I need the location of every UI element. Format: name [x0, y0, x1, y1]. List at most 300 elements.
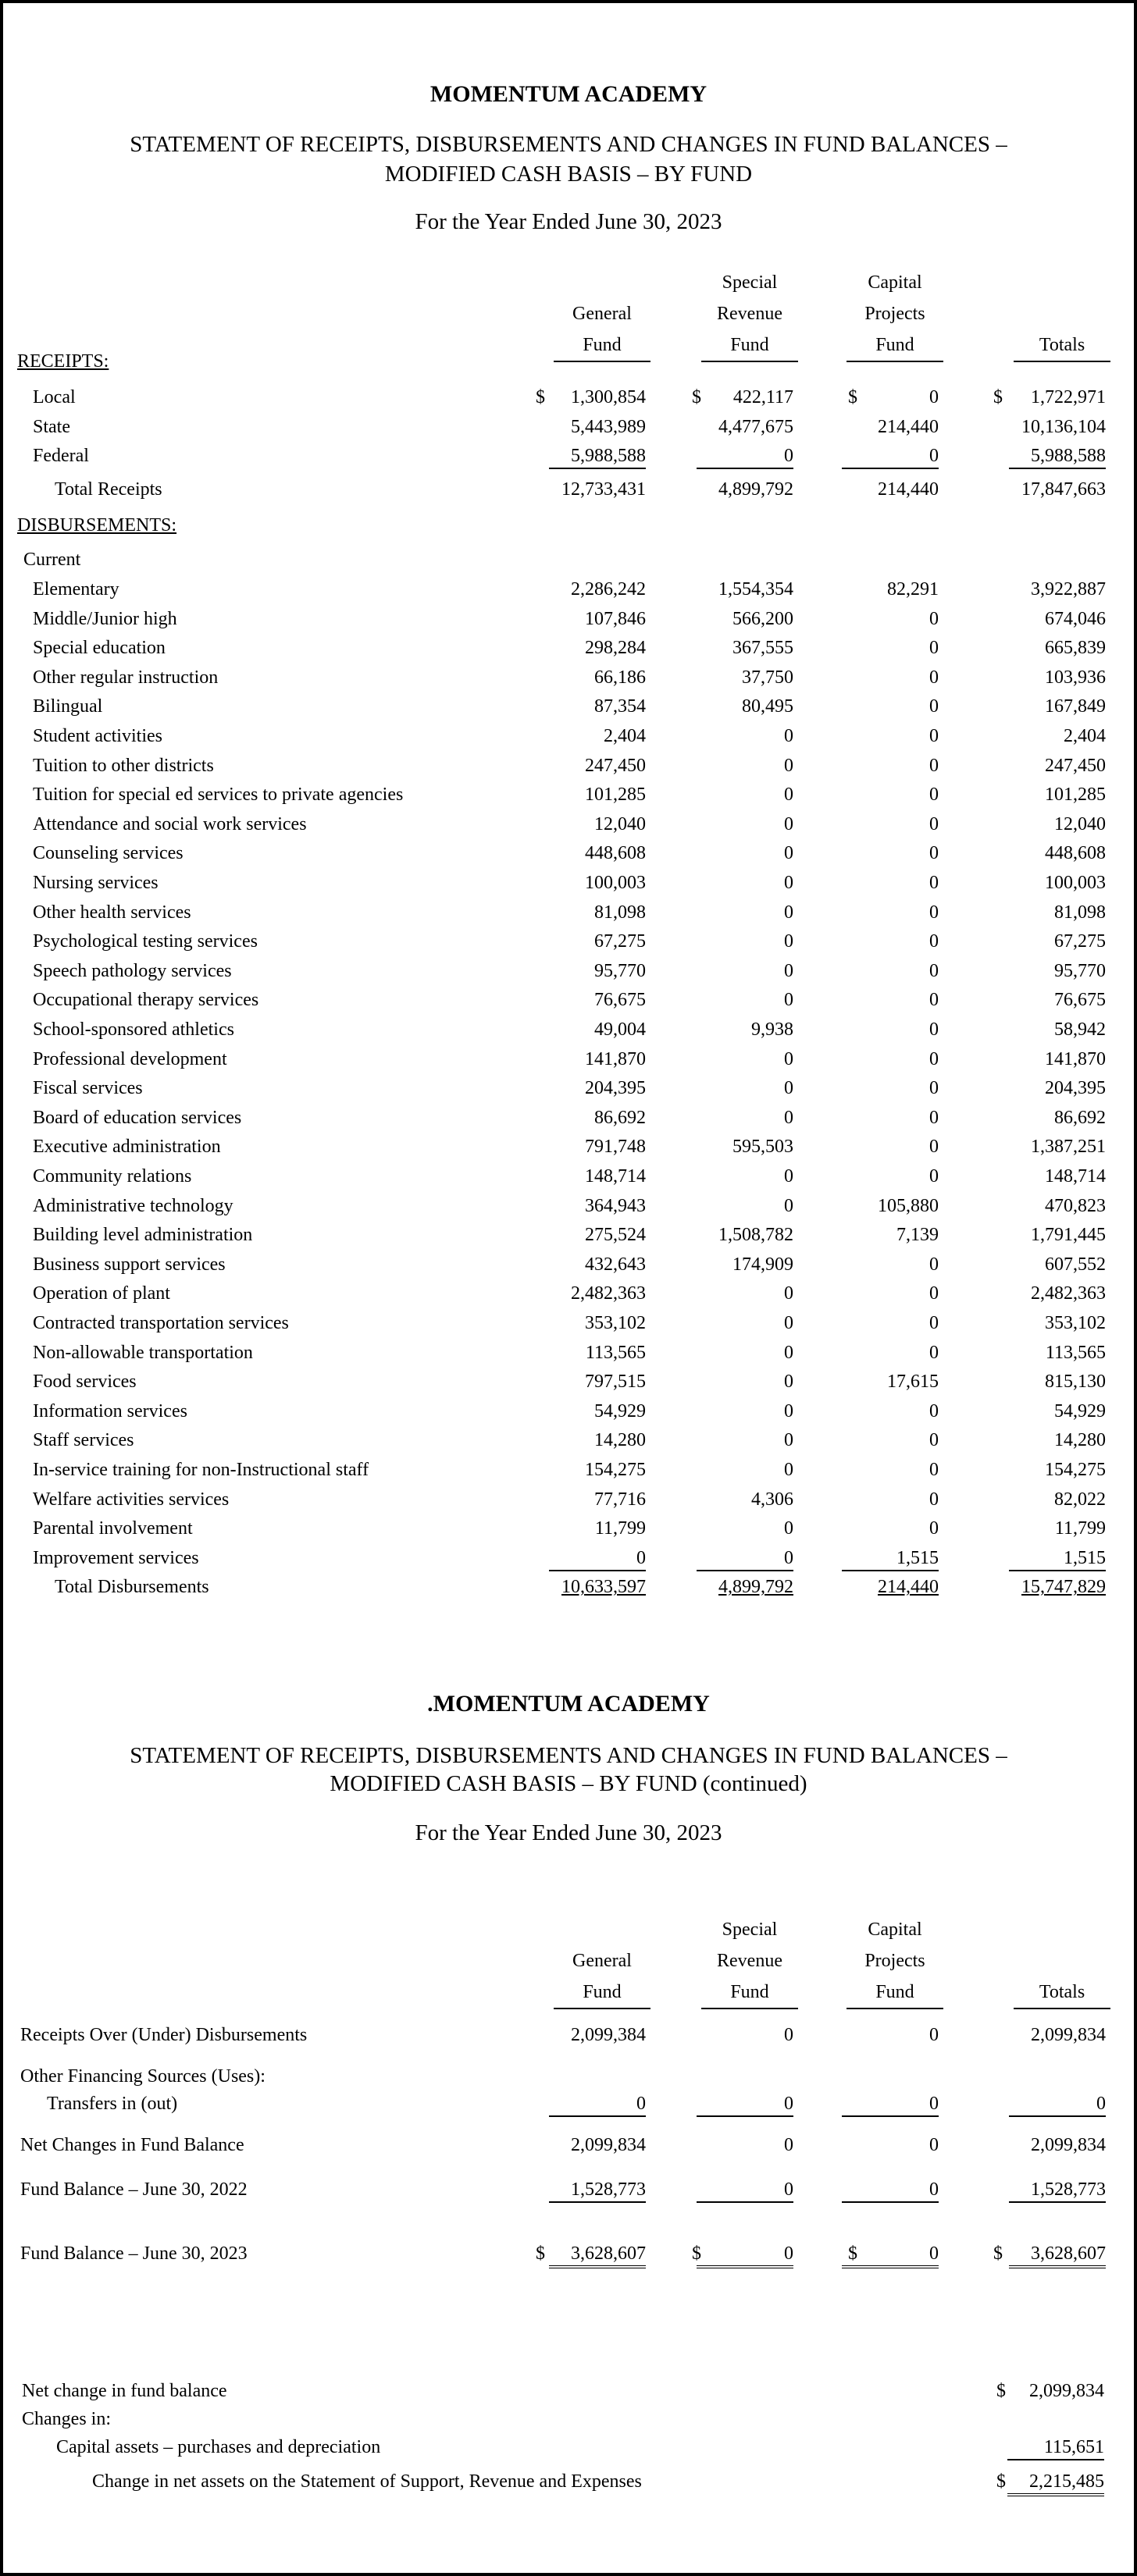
row-label: Administrative technology: [33, 1195, 233, 1216]
cell-general-fund: 5,988,588: [549, 441, 646, 469]
cell-general-fund: 154,275: [585, 1460, 646, 1480]
cell-special-revenue-fund: 0: [697, 2175, 793, 2203]
cell-special-revenue-fund: 0: [784, 1400, 793, 1421]
row-label: Building level administration: [33, 1225, 253, 1246]
header-special-revenue-fund-line: Fund: [701, 329, 798, 362]
cell-totals: 2,099,834: [1029, 2381, 1104, 2401]
row-label: School-sponsored athletics: [33, 1019, 234, 1040]
cell-special-revenue-fund: 0: [784, 2135, 793, 2155]
cell-totals: 12,040: [1054, 813, 1106, 834]
table-row: [0, 956, 1137, 986]
table-row: [0, 1191, 1137, 1221]
current-label: Current: [23, 550, 81, 570]
dollar-sign: $: [993, 2243, 1003, 2264]
cell-general-fund: 204,395: [585, 1078, 646, 1099]
row-label: Food services: [33, 1372, 137, 1393]
cell-general-fund: 76,675: [594, 990, 646, 1011]
cell-capital-projects-fund: 0: [929, 1107, 939, 1128]
cell-general-fund: 148,714: [585, 1166, 646, 1187]
cell-special-revenue-fund: 0: [784, 960, 793, 981]
cell-special-revenue-fund: 0: [784, 755, 793, 776]
header-totals-line: [1014, 1945, 1110, 1976]
cell-general-fund: 5,443,989: [571, 417, 646, 437]
row-label: Operation of plant: [33, 1283, 170, 1304]
row-label: Tuition for special ed services to private agencies: [33, 785, 404, 806]
cell-special-revenue-fund: 566,200: [732, 608, 793, 629]
header-totals-line: Totals: [1014, 329, 1110, 362]
cell-totals: 167,849: [1045, 696, 1106, 717]
dollar-sign: $: [996, 2471, 1006, 2492]
header-totals: [1014, 267, 1110, 362]
table-row: [0, 1015, 1137, 1044]
cell-general-fund: 101,285: [585, 785, 646, 806]
table-row: [0, 780, 1137, 809]
row-label: Transfers in (out): [47, 2094, 178, 2114]
cell-general-fund: 353,102: [585, 1313, 646, 1333]
dollar-sign: $: [993, 387, 1003, 407]
cell-special-revenue-fund: 595,503: [732, 1137, 793, 1158]
cell-special-revenue-fund: 0: [784, 1313, 793, 1333]
cell-general-fund: 54,929: [594, 1400, 646, 1421]
table-row: [0, 1103, 1137, 1133]
cell-special-revenue-fund: 0: [784, 1372, 793, 1393]
header-special-revenue-fund: [701, 267, 798, 362]
header-special-revenue-fund-line: Revenue: [717, 304, 782, 324]
row-label: Improvement services: [33, 1547, 199, 1568]
cell-totals: 67,275: [1054, 931, 1106, 952]
table-row: [0, 663, 1137, 692]
table-row: [0, 692, 1137, 721]
cell-totals: 5,988,588: [1009, 441, 1106, 469]
header-special-revenue-fund-line: Special: [722, 1920, 778, 1940]
table-row: [0, 633, 1137, 663]
cell-special-revenue-fund: 0: [784, 1166, 793, 1187]
reconciliation-row: [0, 2404, 1137, 2434]
cell-general-fund: 12,040: [594, 813, 646, 834]
row-label: Other regular instruction: [33, 667, 219, 688]
header-capital-projects-fund: [847, 1914, 943, 2009]
header-general-fund-line: Fund: [554, 329, 650, 362]
row-label: Fund Balance – June 30, 2022: [20, 2179, 248, 2200]
cell-capital-projects-fund: 82,291: [887, 579, 939, 600]
cell-general-fund: 247,450: [585, 755, 646, 776]
page2-title: .MOMENTUM ACADEMY: [427, 1691, 710, 1717]
cell-capital-projects-fund: 214,440: [878, 479, 939, 500]
cell-totals: 0: [1009, 2089, 1106, 2117]
cell-special-revenue-fund: 0: [784, 785, 793, 806]
cell-capital-projects-fund: 0: [929, 1078, 939, 1099]
row-label: Elementary: [33, 579, 119, 600]
cell-capital-projects-fund: 0: [929, 726, 939, 746]
table-row: [0, 898, 1137, 927]
cell-totals: 81,098: [1054, 902, 1106, 923]
cell-general-fund: 100,003: [585, 873, 646, 893]
cell-special-revenue-fund: 0: [784, 1283, 793, 1304]
cell-totals: 113,565: [1045, 1342, 1106, 1363]
page2-subtitle-line1: STATEMENT OF RECEIPTS, DISBURSEMENTS AND CHANGES IN FUND BALANCES –: [130, 1743, 1007, 1768]
table-row: [0, 2089, 1137, 2119]
cell-general-fund: 77,716: [594, 1489, 646, 1510]
cell-capital-projects-fund: 0: [929, 960, 939, 981]
row-label: Net Changes in Fund Balance: [20, 2135, 244, 2155]
cell-special-revenue-fund: 0: [784, 1430, 793, 1451]
header-capital-projects-fund-line: Capital: [868, 1920, 922, 1940]
table-row: [0, 1162, 1137, 1191]
row-label: Total Disbursements: [55, 1577, 209, 1598]
cell-totals: 3,628,607: [1009, 2239, 1106, 2268]
header-general-fund-line: [554, 1914, 650, 1945]
cell-capital-projects-fund: 0: [929, 1518, 939, 1539]
table-row: [0, 1485, 1137, 1514]
row-label: Other Financing Sources (Uses):: [20, 2066, 266, 2087]
cell-totals: 1,791,445: [1031, 1225, 1106, 1246]
row-label: Occupational therapy services: [33, 990, 259, 1011]
row-label: Psychological testing services: [33, 931, 258, 952]
dollar-sign: $: [848, 2243, 857, 2264]
cell-special-revenue-fund: 367,555: [732, 638, 793, 659]
row-label: Board of education services: [33, 1107, 242, 1128]
row-label: Business support services: [33, 1254, 226, 1275]
row-label: Total Receipts: [55, 479, 162, 500]
page1-period: For the Year Ended June 30, 2023: [415, 209, 722, 234]
cell-special-revenue-fund: 0: [784, 2025, 793, 2045]
page1-subtitle-line1: STATEMENT OF RECEIPTS, DISBURSEMENTS AND CHANGES IN FUND BALANCES –: [130, 132, 1007, 157]
cell-special-revenue-fund: 4,899,792: [718, 479, 793, 500]
row-label: Fund Balance – June 30, 2023: [20, 2243, 248, 2264]
cell-capital-projects-fund: 0: [842, 2175, 939, 2203]
table-row: [0, 809, 1137, 839]
table-row: [0, 1514, 1137, 1543]
header-special-revenue-fund: [701, 1914, 798, 2009]
table-row: [0, 2062, 1137, 2091]
cell-totals: 2,099,834: [1031, 2025, 1106, 2045]
cell-totals: 58,942: [1054, 1019, 1106, 1040]
header-totals: [1014, 1914, 1110, 2009]
cell-general-fund: 797,515: [585, 1372, 646, 1393]
header-general-fund-line: General: [572, 304, 632, 324]
cell-general-fund: 2,482,363: [571, 1283, 646, 1304]
header-general-fund-line: [554, 267, 650, 298]
cell-special-revenue-fund: 1,554,354: [718, 579, 793, 600]
cell-capital-projects-fund: 0: [929, 990, 939, 1011]
cell-capital-projects-fund: 0: [929, 785, 939, 806]
header-totals-line: [1014, 267, 1110, 298]
cell-general-fund: 791,748: [585, 1137, 646, 1158]
current-label-row: [0, 545, 1137, 575]
cell-special-revenue-fund: 4,477,675: [718, 417, 793, 437]
row-label: Welfare activities services: [33, 1489, 230, 1510]
cell-capital-projects-fund: 0: [929, 667, 939, 688]
page1-title: MOMENTUM ACADEMY: [429, 81, 708, 107]
table-row: [0, 1250, 1137, 1279]
cell-totals: 1,387,251: [1031, 1137, 1106, 1158]
header-capital-projects-fund-line: Fund: [847, 1976, 943, 2009]
cell-general-fund: 11,799: [594, 1518, 646, 1539]
cell-general-fund: 1,528,773: [549, 2175, 646, 2203]
cell-general-fund: 298,284: [585, 638, 646, 659]
cell-general-fund: 0: [549, 1543, 646, 1571]
table-row: [0, 985, 1137, 1015]
cell-capital-projects-fund: 0: [929, 2025, 939, 2045]
dollar-sign: $: [536, 2243, 545, 2264]
cell-general-fund: 3,628,607: [549, 2239, 646, 2268]
cell-totals: 82,022: [1054, 1489, 1106, 1510]
reconciliation-row: [0, 2376, 1137, 2406]
cell-capital-projects-fund: 0: [929, 1342, 939, 1363]
header-capital-projects-fund-line: Projects: [864, 1951, 925, 1971]
cell-totals: 101,285: [1045, 785, 1106, 806]
row-label: Community relations: [33, 1166, 192, 1187]
cell-totals: 15,747,829: [1021, 1577, 1106, 1598]
cell-totals: 115,651: [1007, 2432, 1104, 2460]
cell-general-fund: 364,943: [585, 1195, 646, 1216]
table-row: [0, 1308, 1137, 1338]
cell-general-fund: 81,098: [594, 902, 646, 923]
cell-totals: 3,922,887: [1031, 579, 1106, 600]
cell-totals: 448,608: [1045, 843, 1106, 864]
header-capital-projects-fund-line: Fund: [847, 329, 943, 362]
cell-general-fund: 10,633,597: [561, 1577, 646, 1598]
cell-general-fund: 432,643: [585, 1254, 646, 1275]
cell-totals: 100,003: [1045, 873, 1106, 893]
table-row: [0, 1367, 1137, 1397]
page1-subtitle-line2: MODIFIED CASH BASIS – BY FUND: [384, 162, 753, 187]
row-label: Speech pathology services: [33, 960, 232, 981]
row-label: Fiscal services: [33, 1078, 143, 1099]
table-row: [0, 1279, 1137, 1308]
row-label: Professional development: [33, 1048, 227, 1069]
cell-capital-projects-fund: 1,515: [842, 1543, 939, 1571]
cell-capital-projects-fund: 0: [929, 1283, 939, 1304]
cell-special-revenue-fund: 37,750: [742, 667, 793, 688]
row-label: Parental involvement: [33, 1518, 193, 1539]
cell-special-revenue-fund: 0: [784, 990, 793, 1011]
table-row: [0, 382, 1137, 412]
cell-totals: 95,770: [1054, 960, 1106, 981]
dollar-sign: $: [692, 387, 701, 407]
cell-totals: 247,450: [1045, 755, 1106, 776]
cell-special-revenue-fund: 0: [697, 441, 793, 469]
table-row: [0, 1132, 1137, 1162]
cell-totals: 103,936: [1045, 667, 1106, 688]
table-row: [0, 1543, 1137, 1573]
row-label: State: [33, 417, 70, 437]
cell-capital-projects-fund: 0: [929, 696, 939, 717]
cell-special-revenue-fund: 0: [784, 902, 793, 923]
cell-general-fund: 107,846: [585, 608, 646, 629]
cell-totals: 141,870: [1045, 1048, 1106, 1069]
disbursements-heading: DISBURSEMENTS:: [17, 515, 177, 535]
header-capital-projects-fund-line: Capital: [868, 272, 922, 293]
cell-capital-projects-fund: 0: [929, 1254, 939, 1275]
cell-totals: 470,823: [1045, 1195, 1106, 1216]
cell-capital-projects-fund: 0: [929, 387, 939, 407]
cell-totals: 10,136,104: [1021, 417, 1106, 437]
header-totals-line: Totals: [1014, 1976, 1110, 2009]
cell-special-revenue-fund: 0: [697, 2239, 793, 2268]
dollar-sign: $: [536, 387, 545, 407]
cell-totals: 148,714: [1045, 1166, 1106, 1187]
cell-special-revenue-fund: 0: [784, 813, 793, 834]
table-row: [0, 927, 1137, 956]
cell-special-revenue-fund: 0: [697, 2089, 793, 2117]
cell-capital-projects-fund: 214,440: [878, 1577, 939, 1598]
row-label: Non-allowable transportation: [33, 1342, 253, 1363]
cell-capital-projects-fund: 0: [929, 1400, 939, 1421]
dollar-sign: $: [692, 2243, 701, 2264]
cell-general-fund: 2,404: [604, 726, 646, 746]
header-general-fund-line: General: [572, 1951, 632, 1971]
cell-capital-projects-fund: 0: [929, 1460, 939, 1480]
row-label: Information services: [33, 1400, 187, 1421]
receipts-heading: RECEIPTS:: [17, 351, 109, 372]
cell-capital-projects-fund: 0: [929, 1489, 939, 1510]
cell-totals: 86,692: [1054, 1107, 1106, 1128]
cell-general-fund: 1,300,854: [571, 387, 646, 407]
row-label: Special education: [33, 638, 166, 659]
cell-general-fund: 67,275: [594, 931, 646, 952]
cell-totals: 14,280: [1054, 1430, 1106, 1451]
reconciliation-row: [0, 2432, 1137, 2462]
cell-general-fund: 141,870: [585, 1048, 646, 1069]
cell-special-revenue-fund: 9,938: [751, 1019, 793, 1040]
header-general-fund-line: Fund: [554, 1976, 650, 2009]
cell-capital-projects-fund: 0: [929, 873, 939, 893]
table-row: [0, 868, 1137, 898]
cell-totals: 2,404: [1064, 726, 1106, 746]
cell-general-fund: 448,608: [585, 843, 646, 864]
cell-capital-projects-fund: 0: [929, 1313, 939, 1333]
page2-subtitle-line2: MODIFIED CASH BASIS – BY FUND (continued): [330, 1771, 807, 1796]
cell-general-fund: 87,354: [594, 696, 646, 717]
cell-capital-projects-fund: 0: [842, 2089, 939, 2117]
cell-special-revenue-fund: 0: [784, 726, 793, 746]
cell-totals: 1,722,971: [1031, 387, 1106, 407]
cell-general-fund: 66,186: [594, 667, 646, 688]
table-row: [0, 1572, 1137, 1602]
cell-general-fund: 2,099,384: [571, 2025, 646, 2045]
row-label: Other health services: [33, 902, 191, 923]
cell-totals: 54,929: [1054, 1400, 1106, 1421]
cell-capital-projects-fund: 0: [929, 1166, 939, 1187]
table-row: [0, 1425, 1137, 1455]
cell-general-fund: 49,004: [594, 1019, 646, 1040]
cell-general-fund: 113,565: [585, 1342, 646, 1363]
cell-capital-projects-fund: 0: [929, 1137, 939, 1158]
cell-special-revenue-fund: 0: [784, 873, 793, 893]
table-row: [0, 1044, 1137, 1074]
cell-special-revenue-fund: 4,306: [751, 1489, 793, 1510]
header-totals-line: [1014, 298, 1110, 329]
cell-capital-projects-fund: 0: [929, 755, 939, 776]
cell-special-revenue-fund: 0: [784, 931, 793, 952]
page2-period: For the Year Ended June 30, 2023: [415, 1820, 722, 1845]
cell-special-revenue-fund: 422,117: [732, 387, 793, 407]
row-label: Staff services: [33, 1430, 134, 1451]
cell-capital-projects-fund: 0: [929, 608, 939, 629]
row-label: Contracted transportation services: [33, 1313, 289, 1333]
cell-general-fund: 2,286,242: [571, 579, 646, 600]
header-special-revenue-fund-line: Revenue: [717, 1951, 782, 1971]
table-row: [0, 1220, 1137, 1250]
cell-capital-projects-fund: 0: [929, 1048, 939, 1069]
row-label: Changes in:: [22, 2409, 111, 2429]
cell-special-revenue-fund: 0: [784, 1518, 793, 1539]
cell-capital-projects-fund: 0: [842, 441, 939, 469]
cell-capital-projects-fund: 0: [929, 638, 939, 659]
cell-totals: 353,102: [1045, 1313, 1106, 1333]
cell-special-revenue-fund: 80,495: [742, 696, 793, 717]
row-label: Change in net assets on the Statement of Support, Revenue and Expenses: [92, 2471, 642, 2492]
table-row: [0, 838, 1137, 868]
header-totals-line: [1014, 1914, 1110, 1945]
row-label: Bilingual: [33, 696, 103, 717]
cell-totals: 154,275: [1045, 1460, 1106, 1480]
row-label: Net change in fund balance: [22, 2381, 227, 2401]
header-capital-projects-fund: [847, 267, 943, 362]
header-general-fund: [554, 267, 650, 362]
header-special-revenue-fund-line: Special: [722, 272, 778, 293]
cell-special-revenue-fund: 0: [697, 1543, 793, 1571]
row-label: Student activities: [33, 726, 162, 746]
cell-general-fund: 2,099,834: [571, 2135, 646, 2155]
row-label: In-service training for non-Instructional staff: [33, 1460, 369, 1480]
row-label: Attendance and social work services: [33, 813, 307, 834]
row-label: Executive administration: [33, 1137, 221, 1158]
cell-totals: 1,528,773: [1009, 2175, 1106, 2203]
header-general-fund: [554, 1914, 650, 2009]
cell-capital-projects-fund: 0: [929, 1019, 939, 1040]
cell-special-revenue-fund: 0: [784, 1107, 793, 1128]
header-capital-projects-fund-line: Projects: [864, 304, 925, 324]
table-row: [0, 1397, 1137, 1426]
cell-general-fund: 14,280: [594, 1430, 646, 1451]
table-row: [0, 721, 1137, 751]
row-label: Receipts Over (Under) Disbursements: [20, 2025, 308, 2045]
cell-capital-projects-fund: 7,139: [896, 1225, 939, 1246]
cell-special-revenue-fund: 0: [784, 843, 793, 864]
row-label: Counseling services: [33, 843, 184, 864]
dollar-sign: $: [848, 387, 857, 407]
cell-totals: 674,046: [1045, 608, 1106, 629]
table-row: [0, 2239, 1137, 2268]
cell-capital-projects-fund: 214,440: [878, 417, 939, 437]
cell-totals: 204,395: [1045, 1078, 1106, 1099]
cell-capital-projects-fund: 0: [929, 2135, 939, 2155]
cell-capital-projects-fund: 17,615: [887, 1372, 939, 1393]
cell-capital-projects-fund: 0: [929, 931, 939, 952]
table-row: [0, 2175, 1137, 2204]
table-row: [0, 2130, 1137, 2160]
cell-general-fund: 275,524: [585, 1225, 646, 1246]
cell-totals: 76,675: [1054, 990, 1106, 1011]
cell-totals: 607,552: [1045, 1254, 1106, 1275]
row-label: Middle/Junior high: [33, 608, 177, 629]
cell-special-revenue-fund: 0: [784, 1342, 793, 1363]
table-row: [0, 475, 1137, 504]
cell-special-revenue-fund: 0: [784, 1078, 793, 1099]
cell-special-revenue-fund: 0: [784, 1460, 793, 1480]
cell-totals: 2,482,363: [1031, 1283, 1106, 1304]
row-label: Federal: [33, 446, 89, 466]
table-row: [0, 751, 1137, 781]
cell-totals: 2,215,485: [1007, 2467, 1104, 2496]
cell-capital-projects-fund: 0: [842, 2239, 939, 2268]
cell-totals: 17,847,663: [1021, 479, 1106, 500]
cell-capital-projects-fund: 0: [929, 1430, 939, 1451]
cell-capital-projects-fund: 0: [929, 813, 939, 834]
cell-capital-projects-fund: 105,880: [878, 1195, 939, 1216]
